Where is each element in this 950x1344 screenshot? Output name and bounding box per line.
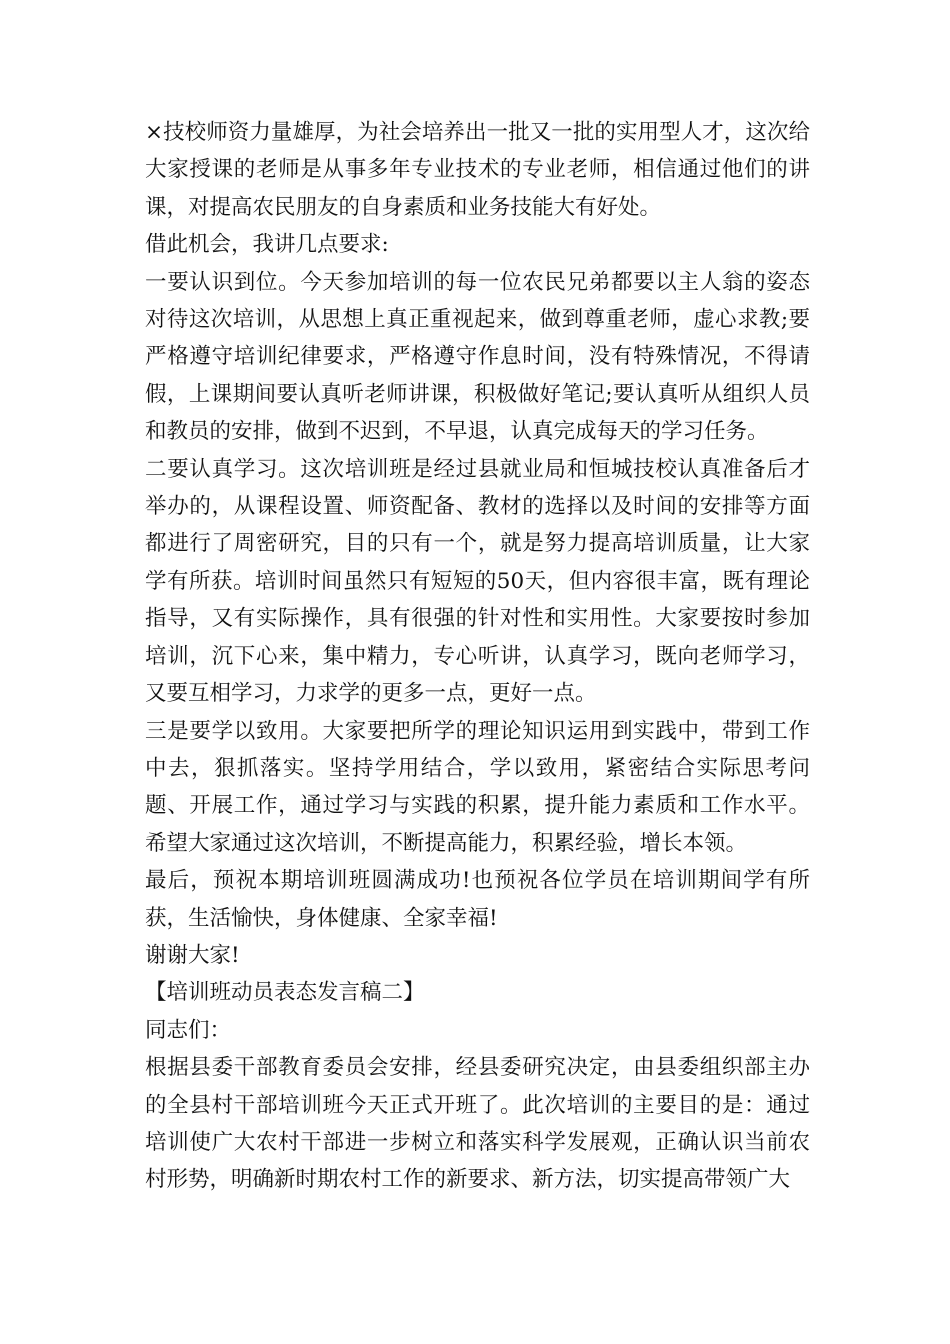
- paragraph-thanks: 谢谢大家!: [145, 942, 240, 968]
- paragraph-point-one: 一要认识到位。今天参加培训的每一位农民兄弟都要以主人翁的姿态对待这次培训，从思想上真正重视起来，做到尊重老师，虚心求教;要严格遵守培训纪律要求，严格遵守作息时间，没有特殊情况，不得请假，上课期间要认真听老师讲课，积极做好笔记;要认真听从组织人员和教员的安排，做到不迟到，不早退，认真完成每天的学习任务。: [145, 269, 810, 445]
- document-body: [145, 114, 810, 1199]
- paragraph-wishes: 最后，预祝本期培训班圆满成功!也预祝各位学员在培训期间学有所获，生活愉快，身体健康、全家幸福!: [145, 868, 810, 931]
- paragraph-intro: ×技校师资力量雄厚，为社会培养出一批又一批的实用型人才，这次给大家授课的老师是从事多年专业技术的专业老师，相信通过他们的讲课，对提高农民朋友的自身素质和业务技能大有好处。: [145, 120, 810, 220]
- paragraph-second-speech-opening: 根据县委干部教育委员会安排，经县委研究决定，由县委组织部主办的全县村干部培训班今天正式开班了。此次培训的主要目的是：通过培训使广大农村干部进一步树立和落实科学发展观，正确认识当前农村形势，明确新时期农村工作的新要求、新方法，切实提高带领广大: [145, 1055, 810, 1193]
- salutation: 同志们：: [145, 1017, 232, 1043]
- paragraph-point-three: 三是要学以致用。大家要把所学的理论知识运用到实践中，带到工作中去，狠抓落实。坚持学用结合，学以致用，紧密结合实际思考问题、开展工作，通过学习与实践的积累，提升能力素质和工作水平。希望大家通过这次培训，不断提高能力，积累经验，增长本领。: [145, 718, 810, 856]
- paragraph-requirements-lead: 借此机会，我讲几点要求:: [145, 232, 389, 258]
- section-title: 【培训班动员表态发言稿二】: [145, 980, 425, 1006]
- paragraph-point-two: 二要认真学习。这次培训班是经过县就业局和恒城技校认真准备后才举办的，从课程设置、师资配备、教材的选择以及时间的安排等方面都进行了周密研究，目的只有一个，就是努力提高培训质量，让大家学有所获。培训时间虽然只有短短的50天，但内容很丰富，既有理论指导，又有实际操作，具有很强的针对性和实用性。大家要按时参加培训，沉下心来，集中精力，专心听讲，认真学习，既向老师学习，又要互相学习，力求学的更多一点，更好一点。: [145, 456, 810, 707]
